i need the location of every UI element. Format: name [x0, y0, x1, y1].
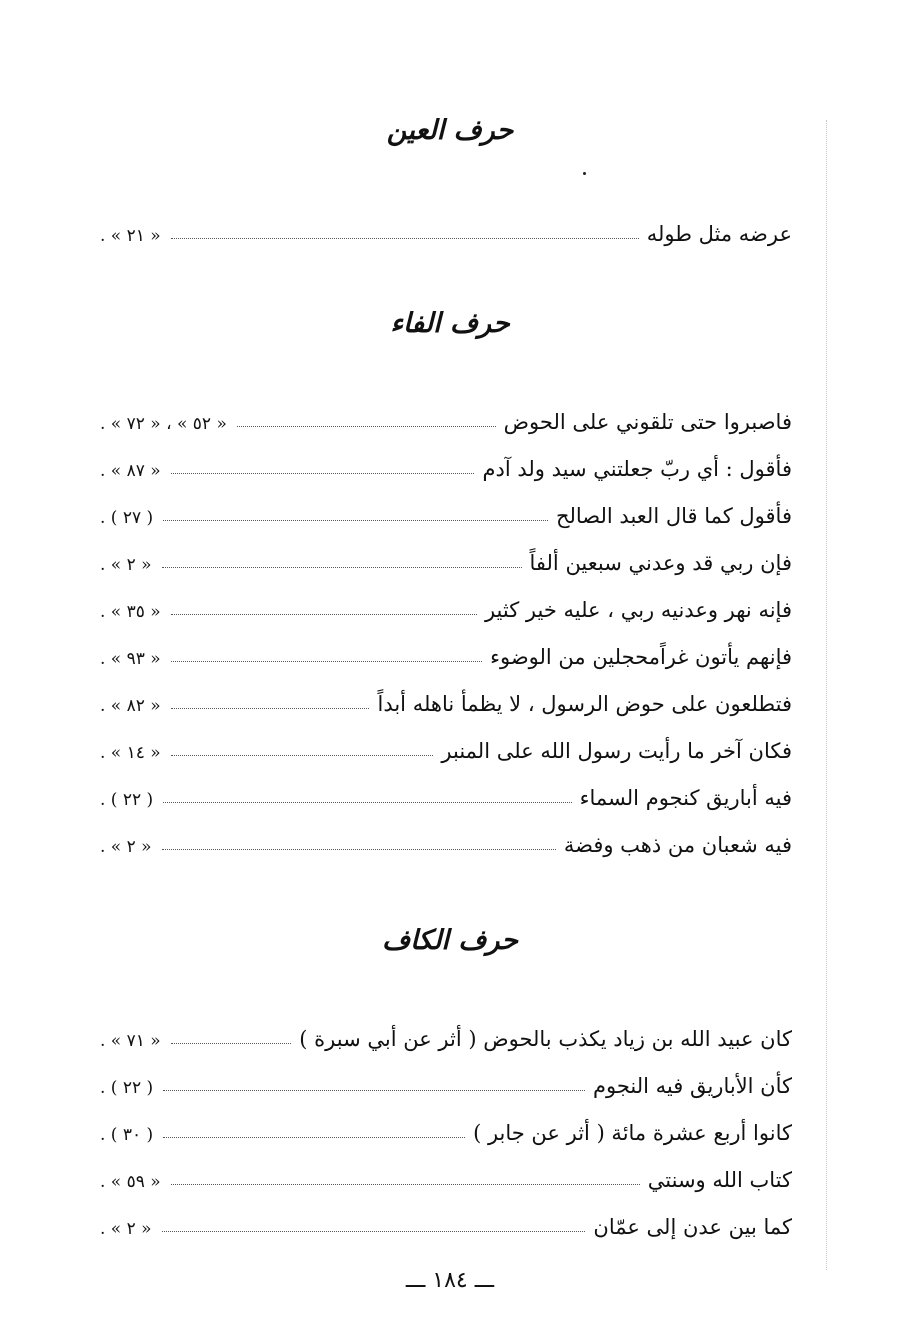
page-number: ـــ ١٨٤ ـــ [405, 1268, 495, 1293]
entry-reference: « ٨٧ » . [100, 461, 161, 481]
entry-reference: « ٢١ » . [100, 226, 161, 246]
entry-reference: ( ٢٢ ) . [100, 1078, 154, 1098]
index-entry [100, 586, 792, 622]
entry-reference: « ٢ » . [100, 555, 152, 575]
index-entry [100, 210, 792, 246]
entry-text: فأقول كما قال العبد الصالح [555, 504, 792, 528]
entry-reference: « ٧١ » . [100, 1031, 161, 1051]
leader-dots [163, 1137, 465, 1138]
entry-reference: ( ٢٧ ) . [100, 508, 154, 528]
index-entry [100, 633, 792, 669]
leader-dots [162, 849, 556, 850]
leader-dots [163, 520, 548, 521]
index-entry [100, 398, 792, 434]
entry-text: فتطلعون على حوض الرسول ، لا يظمأ ناهله أبداً [377, 692, 792, 716]
leader-dots [171, 238, 639, 239]
section-heading-fa: حرف الفاء [390, 308, 510, 339]
entry-text: كما بين عدن إلى عمّان [593, 1215, 792, 1239]
entry-text: فاصبروا حتى تلقوني على الحوض [503, 410, 792, 434]
leader-dots [163, 802, 571, 803]
leader-dots [171, 755, 434, 756]
entry-reference: « ٩٣ » . [100, 649, 161, 669]
entry-reference: « ١٤ » . [100, 743, 161, 763]
leader-dots [171, 614, 477, 615]
leader-dots [171, 473, 475, 474]
leader-dots [171, 1184, 640, 1185]
entry-reference: « ٥٢ » ، « ٧٢ » . [100, 414, 227, 434]
entry-reference: « ٣٥ » . [100, 602, 161, 622]
index-entry [100, 539, 792, 575]
page-edge-dots [826, 120, 827, 1270]
entry-text: كتاب الله وسنتي [647, 1168, 792, 1192]
section-heading-kaf: حرف الكاف [382, 925, 518, 956]
entry-text: فيه شعبان من ذهب وفضة [563, 833, 792, 857]
index-entry [100, 774, 792, 810]
index-entry [100, 727, 792, 763]
entry-text: فيه أباريق كنجوم السماء [579, 786, 792, 810]
entry-text: فكان آخر ما رأيت رسول الله على المنبر [441, 739, 792, 763]
leader-dots [171, 708, 370, 709]
index-entry [100, 492, 792, 528]
index-entry [100, 445, 792, 481]
entry-reference: « ٢ » . [100, 1219, 152, 1239]
leader-dots [162, 1231, 586, 1232]
entry-text: فأقول : أي ربّ جعلتني سيد ولد آدم [482, 457, 792, 481]
index-entry [100, 1015, 792, 1051]
leader-dots [171, 1043, 292, 1044]
leader-dots [171, 661, 482, 662]
entry-reference: « ٥٩ » . [100, 1172, 161, 1192]
entry-text: كان عبيد الله بن زياد يكذب بالحوض ( أثر عن أبي سبرة ) [299, 1027, 792, 1051]
index-entry [100, 1109, 792, 1145]
entry-reference: « ٨٢ » . [100, 696, 161, 716]
entry-text: فإنهم يأتون غراًمحجلين من الوضوء [490, 645, 792, 669]
entry-reference: « ٢ » . [100, 837, 152, 857]
entry-text: عرضه مثل طوله [646, 222, 792, 246]
entry-text: كانوا أربع عشرة مائة ( أثر عن جابر ) [473, 1121, 792, 1145]
index-entry [100, 1203, 792, 1239]
index-entry [100, 1156, 792, 1192]
entry-text: كأن الأباريق فيه النجوم [592, 1074, 792, 1098]
leader-dots [162, 567, 522, 568]
entry-text: فإن ربي قد وعدني سبعين ألفاً [529, 551, 792, 575]
entry-reference: ( ٣٠ ) . [100, 1125, 154, 1145]
index-entry [100, 821, 792, 857]
leader-dots [237, 426, 496, 427]
entry-reference: ( ٢٢ ) . [100, 790, 154, 810]
ink-speck [583, 172, 586, 175]
leader-dots [163, 1090, 585, 1091]
entry-text: فإنه نهر وعدنيه ربي ، عليه خير كثير [484, 598, 792, 622]
index-entry [100, 680, 792, 716]
index-entry [100, 1062, 792, 1098]
section-heading-ain: حرف العين [386, 115, 514, 146]
